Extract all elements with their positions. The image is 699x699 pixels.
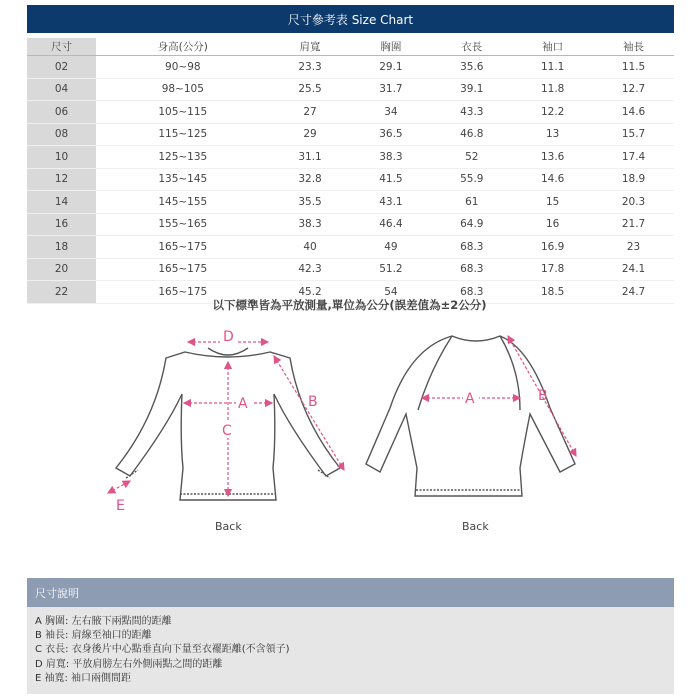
label-a-left: A xyxy=(238,396,248,412)
table-cell: 16.9 xyxy=(512,236,593,259)
table-cell: 18.9 xyxy=(593,168,674,191)
left-caption: Back xyxy=(215,520,242,533)
table-row xyxy=(27,56,674,79)
size-table xyxy=(27,38,674,304)
table-cell: 43.3 xyxy=(431,101,512,124)
table-cell: 135~145 xyxy=(96,168,270,191)
table-cell: 24.7 xyxy=(593,281,674,304)
table-cell: 39.1 xyxy=(431,78,512,101)
column-header: 袖口 xyxy=(512,38,593,56)
table-cell: 13 xyxy=(512,123,593,146)
size-cell: 02 xyxy=(27,56,96,79)
table-cell: 61 xyxy=(431,191,512,214)
table-cell: 15 xyxy=(512,191,593,214)
table-cell: 25.5 xyxy=(270,78,351,101)
table-cell: 38.3 xyxy=(270,213,351,236)
table-cell: 64.9 xyxy=(431,213,512,236)
column-header: 袖長 xyxy=(593,38,674,56)
table-cell: 68.3 xyxy=(431,258,512,281)
label-b-right: B xyxy=(538,388,548,404)
legend-lines xyxy=(27,607,674,686)
table-cell: 29.1 xyxy=(350,56,431,79)
legend-line: A 胸圍: 左右腋下兩點間的距離 xyxy=(35,616,172,627)
table-cell: 35.5 xyxy=(270,191,351,214)
table-row xyxy=(27,78,674,101)
table-cell: 23 xyxy=(593,236,674,259)
table-row xyxy=(27,146,674,169)
table-row xyxy=(27,168,674,191)
column-header: 尺寸 xyxy=(27,38,96,56)
table-cell: 24.1 xyxy=(593,258,674,281)
legend-line: C 衣長: 衣身後片中心點垂直向下量至衣襬距離(不含領子) xyxy=(35,644,290,656)
table-cell: 20.3 xyxy=(593,191,674,214)
right-shirt-outline xyxy=(366,336,575,496)
table-cell: 68.3 xyxy=(431,236,512,259)
table-cell: 13.6 xyxy=(512,146,593,169)
table-cell: 98~105 xyxy=(96,78,270,101)
table-cell: 18.5 xyxy=(512,281,593,304)
column-header: 衣長 xyxy=(431,38,512,56)
table-cell: 21.7 xyxy=(593,213,674,236)
table-cell: 38.3 xyxy=(350,146,431,169)
table-cell: 16 xyxy=(512,213,593,236)
table-cell: 11.1 xyxy=(512,56,593,79)
size-cell: 20 xyxy=(27,258,96,281)
label-e: E xyxy=(116,498,125,514)
table-cell: 27 xyxy=(270,101,351,124)
size-cell: 16 xyxy=(27,213,96,236)
size-chart-title: 尺寸參考表 Size Chart xyxy=(27,5,674,33)
table-cell: 54 xyxy=(350,281,431,304)
column-header: 胸圍 xyxy=(350,38,431,56)
table-cell: 55.9 xyxy=(431,168,512,191)
table-cell: 40 xyxy=(270,236,351,259)
table-cell: 11.8 xyxy=(512,78,593,101)
table-cell: 43.1 xyxy=(350,191,431,214)
measurement-note: 以下標準皆為平放測量,單位為公分(誤差值為±2公分) xyxy=(212,298,487,312)
legend-line: E 袖寬: 袖口兩側間距 xyxy=(35,672,132,684)
table-cell: 23.3 xyxy=(270,56,351,79)
table-cell: 68.3 xyxy=(431,281,512,304)
table-cell: 51.2 xyxy=(350,258,431,281)
label-d: D xyxy=(223,329,234,345)
size-legend xyxy=(27,578,674,694)
table-cell: 42.3 xyxy=(270,258,351,281)
table-row xyxy=(27,101,674,124)
right-caption: Back xyxy=(462,520,489,533)
table-cell: 32.8 xyxy=(270,168,351,191)
right-shirt-measures xyxy=(422,336,576,456)
right-shirt-labels xyxy=(463,388,548,407)
table-cell: 125~135 xyxy=(96,146,270,169)
table-cell: 29 xyxy=(270,123,351,146)
table-header-row xyxy=(27,38,674,56)
table-cell: 49 xyxy=(350,236,431,259)
table-cell: 46.4 xyxy=(350,213,431,236)
label-b-left: B xyxy=(308,394,318,410)
table-cell: 12.2 xyxy=(512,101,593,124)
table-cell: 165~175 xyxy=(96,236,270,259)
table-cell: 41.5 xyxy=(350,168,431,191)
column-header: 身高(公分) xyxy=(96,38,270,56)
table-row xyxy=(27,236,674,259)
table-cell: 15.7 xyxy=(593,123,674,146)
size-cell: 22 xyxy=(27,281,96,304)
table-row xyxy=(27,123,674,146)
table-cell: 165~175 xyxy=(96,281,270,304)
table-cell: 34 xyxy=(350,101,431,124)
size-cell: 10 xyxy=(27,146,96,169)
legend-line: D 肩寬: 平放肩膀左右外側兩點之間的距離 xyxy=(35,658,223,670)
size-cell: 12 xyxy=(27,168,96,191)
table-cell: 12.7 xyxy=(593,78,674,101)
size-cell: 06 xyxy=(27,101,96,124)
table-cell: 17.4 xyxy=(593,146,674,169)
table-cell: 45.2 xyxy=(270,281,351,304)
size-cell: 04 xyxy=(27,78,96,101)
table-row xyxy=(27,191,674,214)
table-cell: 11.5 xyxy=(593,56,674,79)
table-cell: 36.5 xyxy=(350,123,431,146)
table-cell: 90~98 xyxy=(96,56,270,79)
legend-line: B 袖長: 肩線至袖口的距離 xyxy=(35,630,152,642)
table-cell: 35.6 xyxy=(431,56,512,79)
table-cell: 17.8 xyxy=(512,258,593,281)
label-a-right: A xyxy=(465,391,475,407)
size-cell: 18 xyxy=(27,236,96,259)
table-cell: 105~115 xyxy=(96,101,270,124)
table-cell: 145~155 xyxy=(96,191,270,214)
table-cell: 115~125 xyxy=(96,123,270,146)
table-cell: 46.8 xyxy=(431,123,512,146)
size-cell: 08 xyxy=(27,123,96,146)
table-cell: 31.1 xyxy=(270,146,351,169)
table-cell: 14.6 xyxy=(593,101,674,124)
garment-diagram xyxy=(100,318,600,536)
table-cell: 31.7 xyxy=(350,78,431,101)
column-header: 肩寬 xyxy=(270,38,351,56)
table-cell: 14.6 xyxy=(512,168,593,191)
size-cell: 14 xyxy=(27,191,96,214)
table-row xyxy=(27,213,674,236)
legend-heading: 尺寸說明 xyxy=(27,578,674,607)
table-cell: 155~165 xyxy=(96,213,270,236)
table-row xyxy=(27,258,674,281)
label-c: C xyxy=(222,423,232,439)
table-cell: 165~175 xyxy=(96,258,270,281)
table-cell: 52 xyxy=(431,146,512,169)
